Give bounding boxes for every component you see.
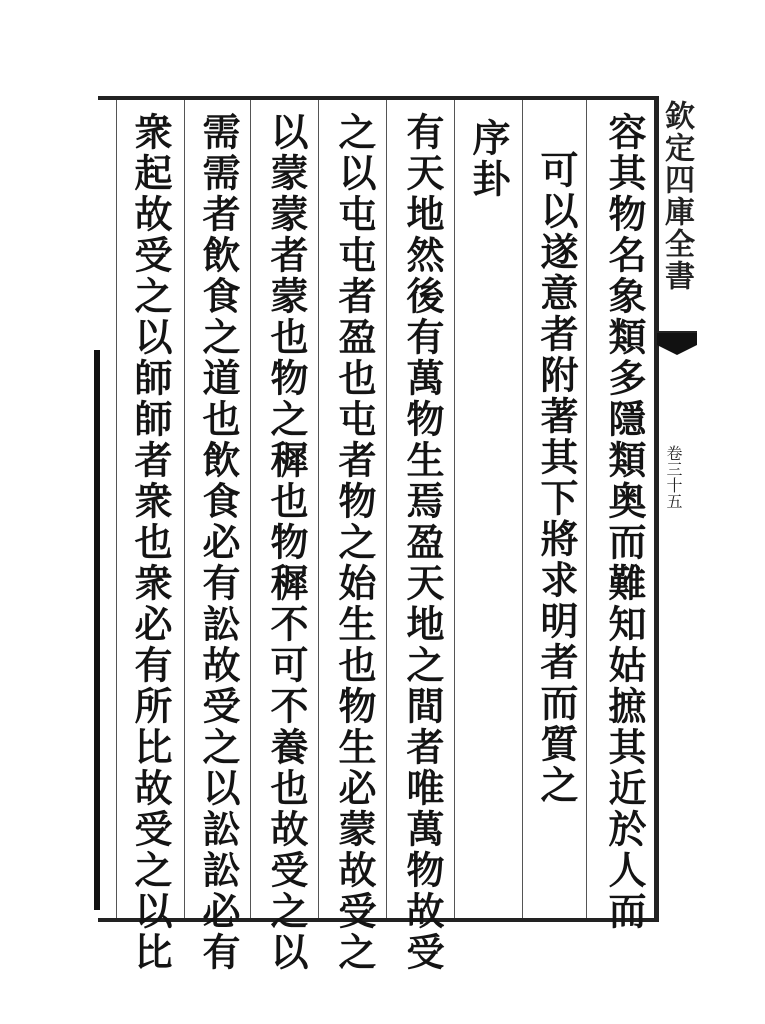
- text-column-2: 可以遂意者附著其下將求明者而質之: [534, 150, 579, 806]
- column-rule: [522, 100, 523, 918]
- column-rule: [116, 100, 117, 918]
- fishtail-mark-icon: [657, 333, 697, 363]
- juan-number: 卷三十五: [664, 445, 683, 509]
- frame-top-border: [98, 96, 658, 100]
- frame-left-bar: [94, 350, 100, 910]
- text-column-1: 容其物名象類多隱類奥而難知姑摭其近於人而: [602, 112, 647, 932]
- text-column-5: 之以屯屯者盈也屯者物之始生也物生必蒙故受之: [332, 112, 377, 973]
- text-column-6: 以蒙蒙者蒙也物之穉也物穉不可不養也故受之以: [264, 112, 309, 973]
- book-title: 欽定四庫全書: [659, 100, 694, 292]
- column-rule: [184, 100, 185, 918]
- text-column-7: 需需者飲食之道也飲食必有訟故受之以訟訟必有: [196, 112, 241, 973]
- column-rule: [386, 100, 387, 918]
- column-rule: [318, 100, 319, 918]
- column-rule: [454, 100, 455, 918]
- column-rule: [250, 100, 251, 918]
- text-column-8: 衆起故受之以師師者衆也衆必有所比故受之以比: [128, 112, 173, 973]
- section-heading: 序卦: [466, 118, 511, 200]
- column-rule: [586, 100, 587, 918]
- text-column-4: 有天地然後有萬物生焉盈天地之間者唯萬物故受: [400, 112, 445, 973]
